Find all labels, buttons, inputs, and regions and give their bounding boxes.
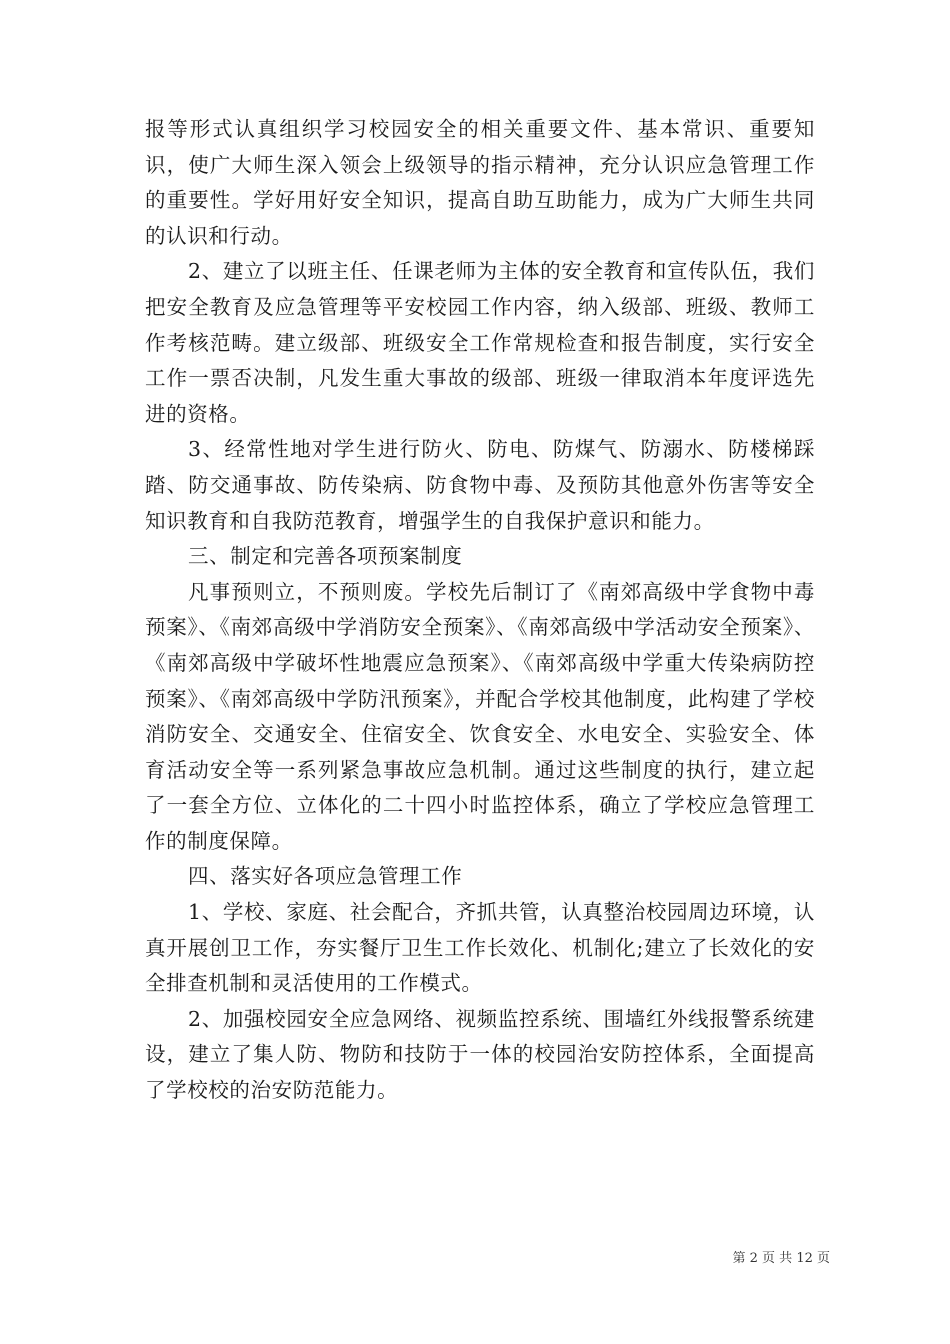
section-heading-3: 三、制定和完善各项预案制度 — [188, 544, 463, 569]
paragraph-continuation: 报等形式认真组织学习校园安全的相关重要文件、基本常识、重要知识，使广大师生深入领会上级领导的指示精神，充分认识应急管理工作的重要性。学好用好安全知识，提高自助互助能力，成为广大师生共同的认识和行动。 — [145, 117, 815, 248]
paragraph-item-2b: 2、加强校园安全应急网络、视频监控系统、围墙红外线报警系统建设，建立了集人防、物防和技防于一体的校园治安防控体系，全面提高了学校校的治安防范能力。 — [145, 1006, 815, 1103]
paragraph-item-2: 2、建立了以班主任、任课老师为主体的安全教育和宣传队伍，我们把安全教育及应急管理等平安校园工作内容，纳入级部、班级、教师工作考核范畴。建立级部、班级安全工作常规检查和报告制度，实行安全工作一票否决制，凡发生重大事故的级部、班级一律取消本年度评选先进的资格。 — [145, 259, 815, 426]
paragraph-item-1: 1、学校、家庭、社会配合，齐抓共管，认真整治校园周边环境，认真开展创卫工作，夯实餐厅卫生工作长效化、机制化;建立了长效化的安全排查机制和灵活使用的工作模式。 — [145, 900, 815, 996]
paragraph-plans: 凡事预则立，不预则废。学校先后制订了《南郊高级中学食物中毒预案》、《南郊高级中学消防安全预案》、《南郊高级中学活动安全预案》、《南郊高级中学破坏性地震应急预案》、《南郊高级中学重大传染病防控预案》、《南郊高级中学防汛预案》，并配合学校其他制度，此构建了学校消防安全、交通安全、住宿安全、饮食安全、水电安全、实验安全、体育活动安全等一系列紧急事故应急机制。通过这些制度的执行，建立起了一套全方位、立体化的二十四小时监控体系，确立了学校应急管理工作的制度保障。 — [145, 579, 815, 853]
document-body — [145, 112, 815, 1109]
page-number: 第 2 页 共 12 页 — [732, 1251, 830, 1266]
paragraph-item-3: 3、经常性地对学生进行防火、防电、防煤气、防溺水、防楼梯踩踏、防交通事故、防传染病、防食物中毒、及预防其他意外伤害等安全知识教育和自我防范教育，增强学生的自我保护意识和能力。 — [145, 437, 815, 533]
section-heading-4: 四、落实好各项应急管理工作 — [188, 864, 463, 889]
